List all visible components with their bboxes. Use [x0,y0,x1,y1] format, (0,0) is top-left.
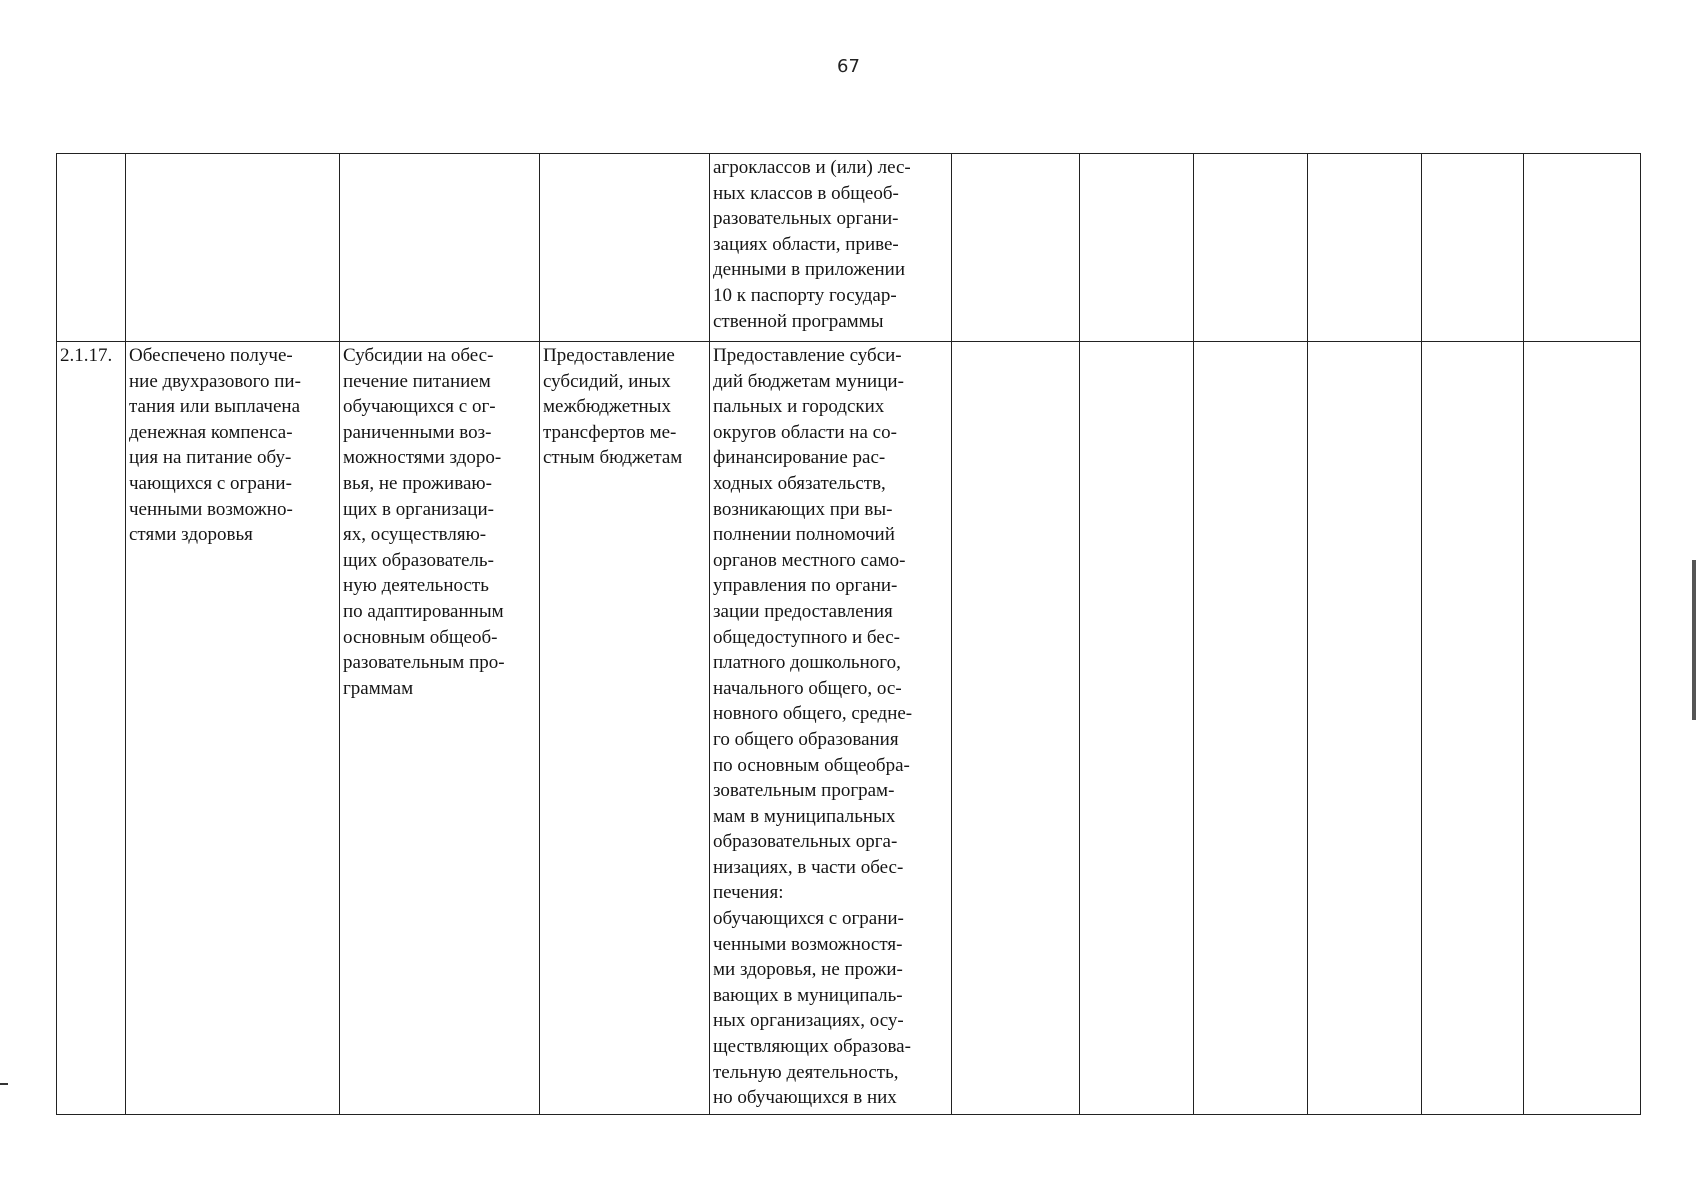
cell-value [1080,154,1194,342]
cell-result [126,154,340,342]
table-row [57,154,1641,342]
cell-value [1422,342,1524,1115]
cell-value [952,154,1080,342]
cell-value [1422,154,1524,342]
cell-description: Предоставление субси- дий бюджетам муници- пальных и городских округов области на со- финансирование рас- ходных обязательств, возникающих при вы- полнении полномочий органов местного само- управления по органи- зации предоставления общедоступного и бес- платного дошкольного, начального общего, ос- новного общего, средне- го общего образования по основным общеобра- зовательным програм- мам в муниципальных образовательных орга- низациях, в части обес- печения: обучающихся с ограни- ченными возможностя- ми здоровья, не прожи- вающих в муниципаль- ных организациях, осу- ществляющих образова- тельную деятельность, но обучающихся в них [710,342,952,1115]
cell-value [1308,154,1422,342]
cell-number [57,154,126,342]
cell-value [952,342,1080,1115]
page-number: 67 [837,56,860,77]
scan-margin-mark [0,1083,8,1085]
cell-value [1308,342,1422,1115]
program-table [56,153,1641,1115]
cell-number: 2.1.17. [57,342,126,1115]
cell-mechanism: Предоставление субсидий, иных межбюджетных трансфертов ме- стным бюджетам [540,342,710,1115]
cell-mechanism [540,154,710,342]
cell-value [1524,342,1641,1115]
cell-subsidy: Субсидии на обес- печение питанием обучающихся с ог- раниченными воз- можностями здоро- вья, не проживаю- щих в организаци- ях, осуществляю- щих образователь- ную деятельность по адаптированным основным общеоб- разовательным про- граммам [340,342,540,1115]
cell-description: агроклассов и (или) лес- ных классов в общеоб- разовательных органи- зациях области, приве- денными в приложении 10 к паспорту государ- ственной программы [710,154,952,342]
cell-result: Обеспечено получе- ние двухразового пи- тания или выплачена денежная компенса- ция на питание обу- чающихся с ограни- ченными возможно- стями здоровья [126,342,340,1115]
cell-value [1524,154,1641,342]
scan-edge-mark [1692,560,1696,720]
cell-value [1080,342,1194,1115]
cell-value [1194,342,1308,1115]
cell-subsidy [340,154,540,342]
cell-value [1194,154,1308,342]
table-row [57,342,1641,1115]
